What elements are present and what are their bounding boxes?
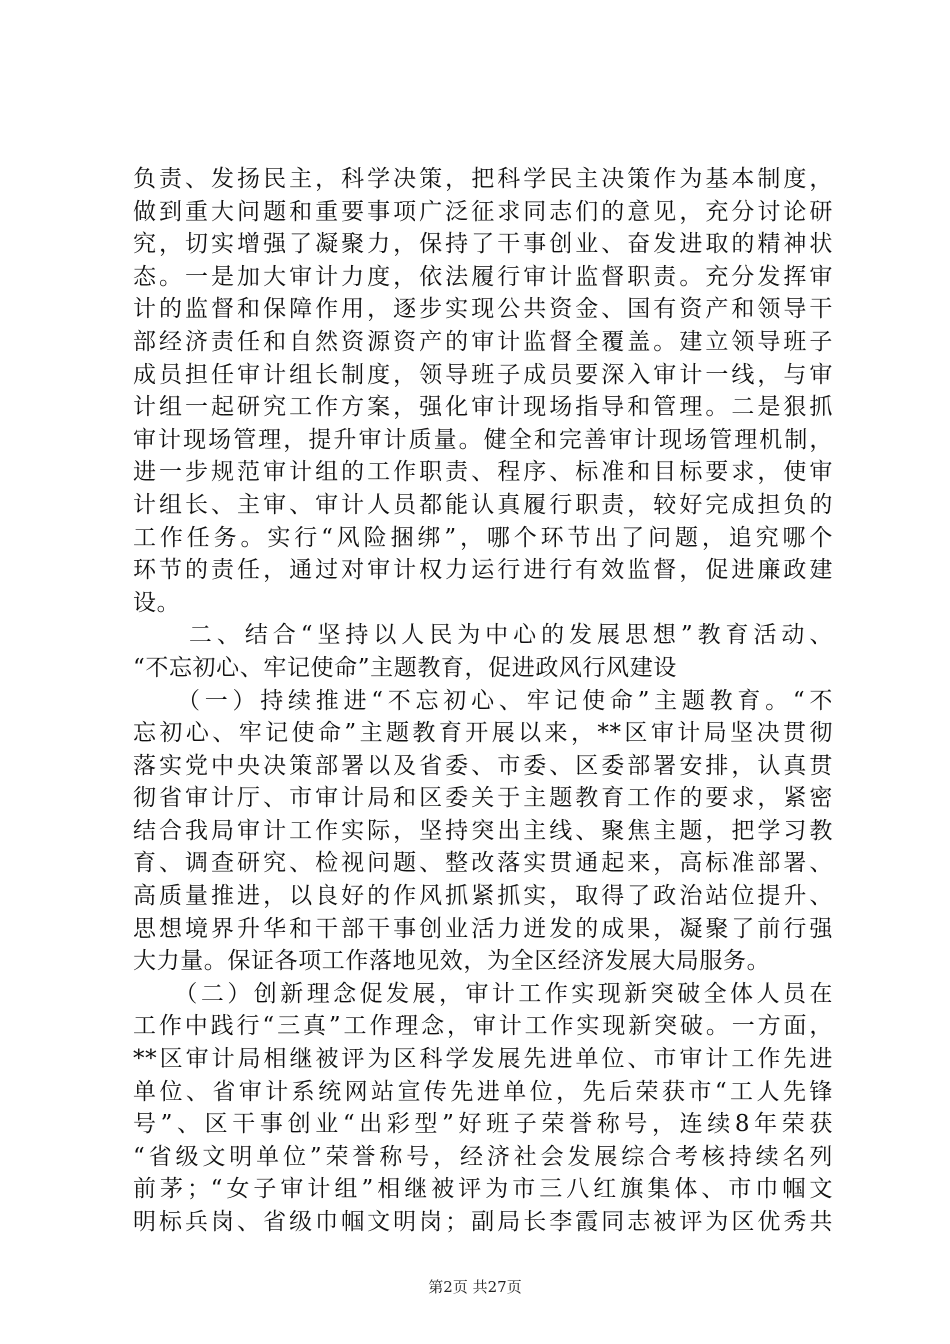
text-line: 高质量推进，以良好的作风抓紧抓实，取得了政治站位提升、 — [133, 883, 833, 910]
text-line: “省级文明单位”荣誉称号，经济社会发展综合考核持续名列 — [133, 1143, 833, 1170]
text-line: 计组长、主审、审计人员都能认真履行职责，较好完成担负的 — [133, 491, 833, 518]
body-text — [133, 163, 833, 1239]
text-line: 思想境界升华和干部干事创业活力迸发的成果，凝聚了前行强 — [133, 915, 833, 942]
text-line: 落实党中央决策部署以及省委、市委、区委部署安排，认真贯 — [133, 752, 833, 779]
text-line: 工作中践行“三真”工作理念，审计工作实现新突破。一方面， — [133, 1013, 833, 1040]
text-line: “不忘初心、牢记使命”主题教育，促进政风行风建设 — [133, 654, 677, 681]
text-line: 计的监督和保障作用，逐步实现公共资金、国有资产和领导干 — [133, 296, 833, 323]
text-line: （二）创新理念促发展，审计工作实现新突破全体人员在 — [133, 980, 833, 1007]
text-line: 究，切实增强了凝聚力，保持了干事创业、奋发进取的精神状 — [133, 231, 833, 258]
text-line: 单位、省审计系统网站宣传先进单位，先后荣获市“工人先锋 — [133, 1078, 833, 1105]
text-line: 前茅；“女子审计组”相继被评为市三八红旗集体、市巾帼文 — [133, 1176, 833, 1203]
text-line: **区审计局相继被评为区科学发展先进单位、市审计工作先进 — [133, 1046, 833, 1073]
text-line: 审计现场管理，提升审计质量。健全和完善审计现场管理机制， — [133, 426, 833, 453]
text-line: 大力量。保证各项工作落地见效，为全区经济发展大局服务。 — [133, 948, 771, 975]
text-line: 做到重大问题和重要事项广泛征求同志们的意见，充分讨论研 — [133, 198, 833, 225]
text-line: 忘初心、牢记使命”主题教育开展以来，**区审计局坚决贯彻 — [133, 720, 833, 747]
text-line: 计组一起研究工作方案，强化审计现场指导和管理。二是狠抓 — [133, 394, 833, 421]
text-line: 结合我局审计工作实际，坚持突出主线、聚焦主题，把学习教 — [133, 817, 833, 844]
text-line: 设。 — [133, 589, 181, 616]
text-line: 彻省审计厅、市审计局和区委关于主题教育工作的要求，紧密 — [133, 785, 833, 812]
text-line: 育、调查研究、检视问题、整改落实贯通起来，高标准部署、 — [133, 850, 833, 877]
text-line: 部经济责任和自然资源资产的审计监督全覆盖。建立领导班子 — [133, 328, 833, 355]
text-line: 进一步规范审计组的工作职责、程序、标准和目标要求，使审 — [133, 459, 833, 486]
text-line: 号”、区干事创业“出彩型”好班子荣誉称号，连续8年荣获 — [133, 1111, 833, 1138]
text-line: 负责、发扬民主，科学决策，把科学民主决策作为基本制度， — [133, 166, 833, 192]
text-line: 二、结合“坚持以人民为中心的发展思想”教育活动、 — [133, 622, 833, 649]
text-line: 环节的责任，通过对审计权力运行进行有效监督，促进廉政建 — [133, 557, 833, 584]
text-line: 态。一是加大审计力度，依法履行审计监督职责。充分发挥审 — [133, 263, 833, 290]
page-footer: 第2页 共27页 — [428, 1278, 522, 1296]
text-line: （一）持续推进“不忘初心、牢记使命”主题教育。“不 — [133, 687, 833, 714]
text-line: 成员担任审计组长制度，领导班子成员要深入审计一线，与审 — [133, 361, 833, 388]
text-line: 明标兵岗、省级巾帼文明岗；副局长李霞同志被评为区优秀共 — [133, 1209, 833, 1235]
text-line: 工作任务。实行“风险捆绑”，哪个环节出了问题，追究哪个 — [133, 524, 833, 551]
